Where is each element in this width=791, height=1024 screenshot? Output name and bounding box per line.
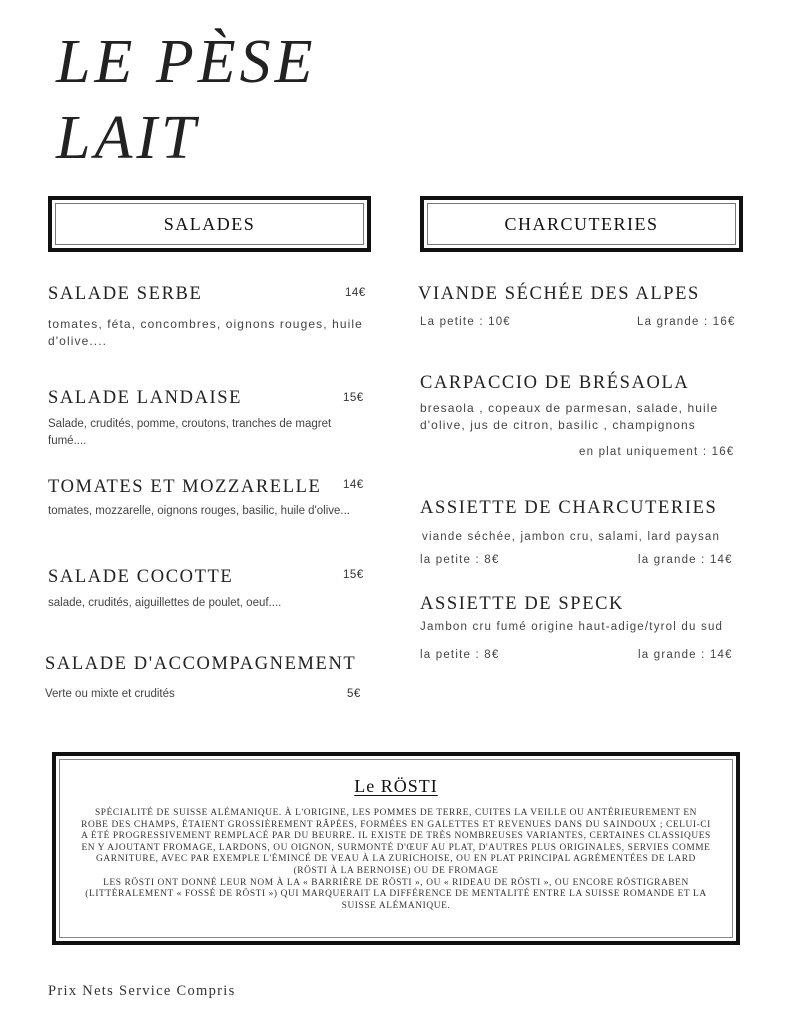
item-name: TOMATES ET MOZZARELLE (48, 477, 322, 497)
title-line-2: LAIT (56, 104, 200, 172)
rosti-inner-frame (59, 759, 733, 938)
item-description: viande séchée, jambon cru, salami, lard paysan (422, 531, 721, 543)
rosti-info-box (52, 752, 740, 945)
item-name: SALADE LANDAISE (48, 388, 243, 408)
rosti-title (60, 776, 732, 797)
title-line-1: LE PÈSE (56, 28, 317, 96)
item-description: Jambon cru fumé origine haut-adige/tyrol du sud (420, 621, 724, 633)
item-name: VIANDE SÉCHÉE DES ALPES (418, 284, 700, 304)
restaurant-title (56, 24, 316, 176)
price-small: la petite : 8€ (420, 649, 500, 661)
price-large: La grande : 16€ (637, 316, 736, 328)
item-name: ASSIETTE DE SPECK (420, 594, 624, 614)
price-small: la petite : 8€ (420, 554, 500, 566)
rosti-paragraph-1: SPÉCIALITÉ DE SUISSE ALÉMANIQUE. À L'ORIGINE, LES POMMES DE TERRE, CUITES LA VEILLE OU ANTÉRIEUREMENT EN ROBE DES CHAMPS, ÉTAIENT GROSSIÈREMENT RÂPÉES, FORMÉES EN GALETTES ET REVENUES DANS DU SAINDOUX ; CELUI-CI A ÉTÉ PROGRESSIVEMENT REMPLACÉ PAR DU BEURRE. IL EXISTE DE TRÈS NOMBREUSES VARIANTES, CERTAINES CLASSIQUES EN Y AJOUTANT FROMAGE, LARDONS, OU OIGNON, SURMONTÉ D'ŒUF AU PLAT, D'AUTRES PLUS ORIGINALES, SERVIES COMME GARNITURE, AVEC PAR EXEMPLE L'ÉMINCÉ DE VEAU À LA ZURICHOISE, OU EN PLAT PRINCIPAL AGRÉMENTÉES DE LARD (RÖSTI À LA BERNOISE) OU DE FROMAGE (81, 808, 711, 876)
item-description: tomates, féta, concombres, oignons rouges, huile d'olive.... (48, 317, 363, 348)
item-price: 14€ (343, 479, 364, 491)
price-large: la grande : 14€ (638, 554, 733, 566)
item-price: 15€ (343, 569, 364, 581)
rosti-title-text: Le RÖSTI (354, 776, 438, 796)
item-price: 5€ (347, 688, 361, 700)
price-note: en plat uniquement : 16€ (579, 446, 735, 458)
item-description: bresaola , copeaux de parmesan, salade, huile d'olive, jus de citron, basilic , champignons (420, 401, 719, 432)
item-price: 14€ (345, 287, 366, 299)
section-header-salades (48, 196, 371, 252)
item-name: SALADE COCOTTE (48, 567, 234, 587)
price-large: la grande : 14€ (638, 649, 733, 661)
item-name: SALADE SERBE (48, 284, 203, 304)
item-name: SALADE D'ACCOMPAGNEMENT (45, 654, 357, 674)
section-label-salades: SALADES (55, 203, 364, 245)
item-description: Verte ou mixte et crudités (45, 688, 175, 700)
item-description: salade, crudités, aiguillettes de poulet, oeuf.... (48, 597, 282, 609)
price-small: La petite : 10€ (420, 316, 511, 328)
item-price: 15€ (343, 392, 364, 404)
item-description: Salade, crudités, pomme, croutons, tranches de magret fumé.... (48, 418, 332, 447)
section-label-charcuteries: CHARCUTERIES (427, 203, 736, 245)
item-name: ASSIETTE DE CHARCUTERIES (420, 498, 718, 518)
item-description: tomates, mozzarelle, oignons rouges, basilic, huile d'olive... (48, 505, 350, 517)
item-name: CARPACCIO DE BRÉSAOLA (420, 373, 690, 393)
rosti-paragraph-2: LES RÖSTI ONT DONNÉ LEUR NOM À LA « BARRIÈRE DE RÖSTI », OU « RIDEAU DE RÖSTI », OU ENCORE RÖSTIGRABEN (LITTÉRALEMENT « FOSSÉ DE RÖSTI ») QUI MARQUERAIT LA DIFFÉRENCE DE MENTALITÉ ENTRE LA SUISSE ROMANDE ET LA SUISSE ALÉMANIQUE. (85, 877, 707, 911)
rosti-description (80, 808, 712, 912)
section-header-charcuteries (420, 196, 743, 252)
footer-note: Prix Nets Service Compris (48, 983, 236, 999)
